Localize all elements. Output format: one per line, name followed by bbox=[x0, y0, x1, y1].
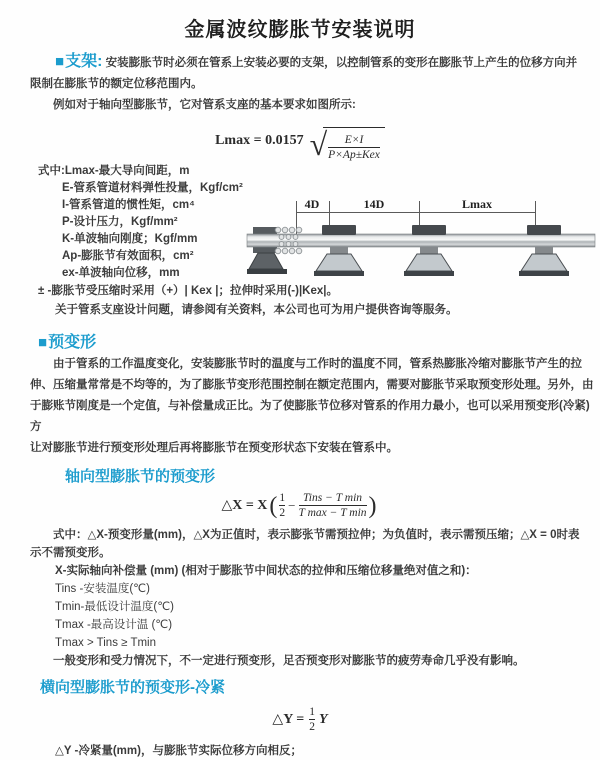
axial-note-line: Tmax -最高设计温 (℃) bbox=[55, 619, 173, 631]
axial-note-line: Tmin-最低设计温度(℃) bbox=[55, 601, 174, 613]
axial-note-line: Tmax > Tins ≥ Tmin bbox=[55, 637, 156, 649]
axial-note-line: 示不需预变形。 bbox=[30, 547, 111, 559]
formula-rhs: Y bbox=[319, 711, 328, 727]
fraction-numerator: Tins − T min bbox=[303, 492, 363, 504]
pipe bbox=[247, 234, 595, 247]
formula-radicand bbox=[323, 127, 385, 162]
preform-section-heading-row bbox=[38, 329, 600, 352]
fraction-numerator: 1 bbox=[309, 706, 316, 718]
dim-label-14d: 14D bbox=[363, 197, 385, 211]
fraction-denominator: 2 bbox=[309, 721, 316, 733]
definition-line: E-管系管道材料弹性投量，Kgf/cm² bbox=[62, 182, 243, 194]
preform-line: 让对膨胀节进行预变形处理后再将膨胀节在预变形状态下安装在管系中。 bbox=[30, 442, 398, 454]
support-section-heading: 支架: bbox=[65, 53, 103, 70]
support-example-line: 例如对于轴向型膨胀节，它对管系支座的基本要求如图所示: bbox=[53, 99, 356, 111]
open-paren: ( bbox=[269, 492, 278, 519]
definition-line: I-管系管道的惯性矩，cm⁴ bbox=[62, 199, 195, 211]
formula-lhs: Lmax = 0.0157 bbox=[215, 132, 304, 148]
definition-line: K-单波轴向刚度；Kgf/mm bbox=[62, 233, 198, 245]
formula-denominator: P×Ap±Kex bbox=[328, 149, 380, 161]
consulting-note: 关于管系支座设计问题，请参阅有关资料，本公司也可为用户提供咨询等服务。 bbox=[55, 304, 458, 316]
pipe-support-diagram bbox=[247, 192, 597, 288]
dim-label-4d: 4D bbox=[304, 197, 320, 211]
formula-lhs: △X = X bbox=[221, 498, 268, 513]
axial-notes bbox=[30, 526, 596, 670]
axial-subsection-heading: 轴向型膨胀节的预变形 bbox=[65, 468, 216, 485]
close-paren: ) bbox=[368, 492, 377, 519]
half-fraction bbox=[309, 705, 315, 734]
definition-line: 式中:Lmax-最大导向间距，m bbox=[38, 165, 190, 177]
minus-operator: − bbox=[288, 497, 296, 513]
dim-label-lmax: Lmax bbox=[462, 197, 492, 211]
formula-numerator: E×I bbox=[344, 134, 364, 146]
definition-line: P-设计压力，Kgf/mm² bbox=[62, 216, 178, 228]
definition-line: ex-单波轴向位移，mm bbox=[62, 267, 180, 279]
preform-section-heading: 预变形 bbox=[48, 334, 97, 351]
preform-line: 由于管系的工作温度变化，安装膨胀节时的温度与工作时的温度不同，管系热膨胀冷缩对膨胀节产生的拉 bbox=[53, 358, 582, 370]
fraction-denominator: T max − T min bbox=[298, 507, 367, 519]
support-intro-line1 bbox=[30, 51, 596, 74]
guide-support-icon bbox=[314, 225, 364, 276]
preform-paragraph bbox=[30, 354, 596, 459]
lateral-note: △Y -冷紧量(mm)，与膨胀节实际位移方向相反； bbox=[55, 745, 302, 757]
axial-preform-formula bbox=[0, 491, 600, 520]
lateral-preform-formula bbox=[0, 705, 600, 734]
temperature-fraction bbox=[299, 491, 367, 520]
plus-minus-note: ± -膨胀节受压缩时采用（+）| Kex |；拉伸时采用(-)|Kex|。 bbox=[38, 285, 338, 297]
guide-support-icon bbox=[519, 225, 569, 276]
guide-spacing-formula bbox=[0, 123, 600, 162]
definition-line: Ap-膨胀节有效面积，cm² bbox=[62, 250, 194, 262]
axial-note-line: 一般变形和受力情况下，不一定进行预变形，足否预变形对膨胀节的疲劳寿命几乎没有影响。 bbox=[53, 655, 525, 667]
support-intro-line2: 限制在膨胀节的额定位移范围内。 bbox=[30, 78, 203, 90]
section-marker-icon: ■ bbox=[55, 53, 65, 70]
lateral-subsection-heading: 横向型膨胀节的预变形-冷紧 bbox=[40, 679, 225, 696]
page-title: 金属波纹膨胀节安装说明 bbox=[184, 19, 416, 41]
axial-note-line: Tins -安装温度(℃) bbox=[55, 583, 150, 595]
guide-support-icon bbox=[404, 225, 454, 276]
formula-lhs: △Y = bbox=[272, 712, 305, 727]
support-section bbox=[30, 51, 596, 116]
sqrt-symbol-icon: √ bbox=[309, 125, 328, 162]
section-marker-icon: ■ bbox=[38, 334, 48, 351]
fraction-denominator: 2 bbox=[279, 507, 286, 519]
preform-line: 于膨账节刚度是一个定值，与补偿量成正比。为了使膨胀节位移对管系的作用力最小，也可以采用预变形(冷紧)方 bbox=[30, 400, 590, 433]
axial-note-line: 式中：△X-预变形量(mm)，△X为正值时，表示膨张节需预拉伸；为负值时，表示需预压缩；△X = 0时表 bbox=[53, 529, 580, 541]
support-intro-text: 安装膨胀节时必须在管系上安装必要的支架，以控制管系的变形在膨胀节上产生的位移方向并 bbox=[105, 57, 578, 69]
preform-line: 伸、压缩量常常是不均等的，为了膨胀节变形范围控制在额定范围内，需要对膨胀节采取预变形处理。另外，由 bbox=[30, 379, 594, 391]
axial-note-line: X-实际轴向补偿量 (mm) (相对于膨胀节中间状态的拉伸和压缩位移量绝对值之和)： bbox=[55, 565, 477, 577]
fraction-numerator: 1 bbox=[279, 492, 286, 504]
